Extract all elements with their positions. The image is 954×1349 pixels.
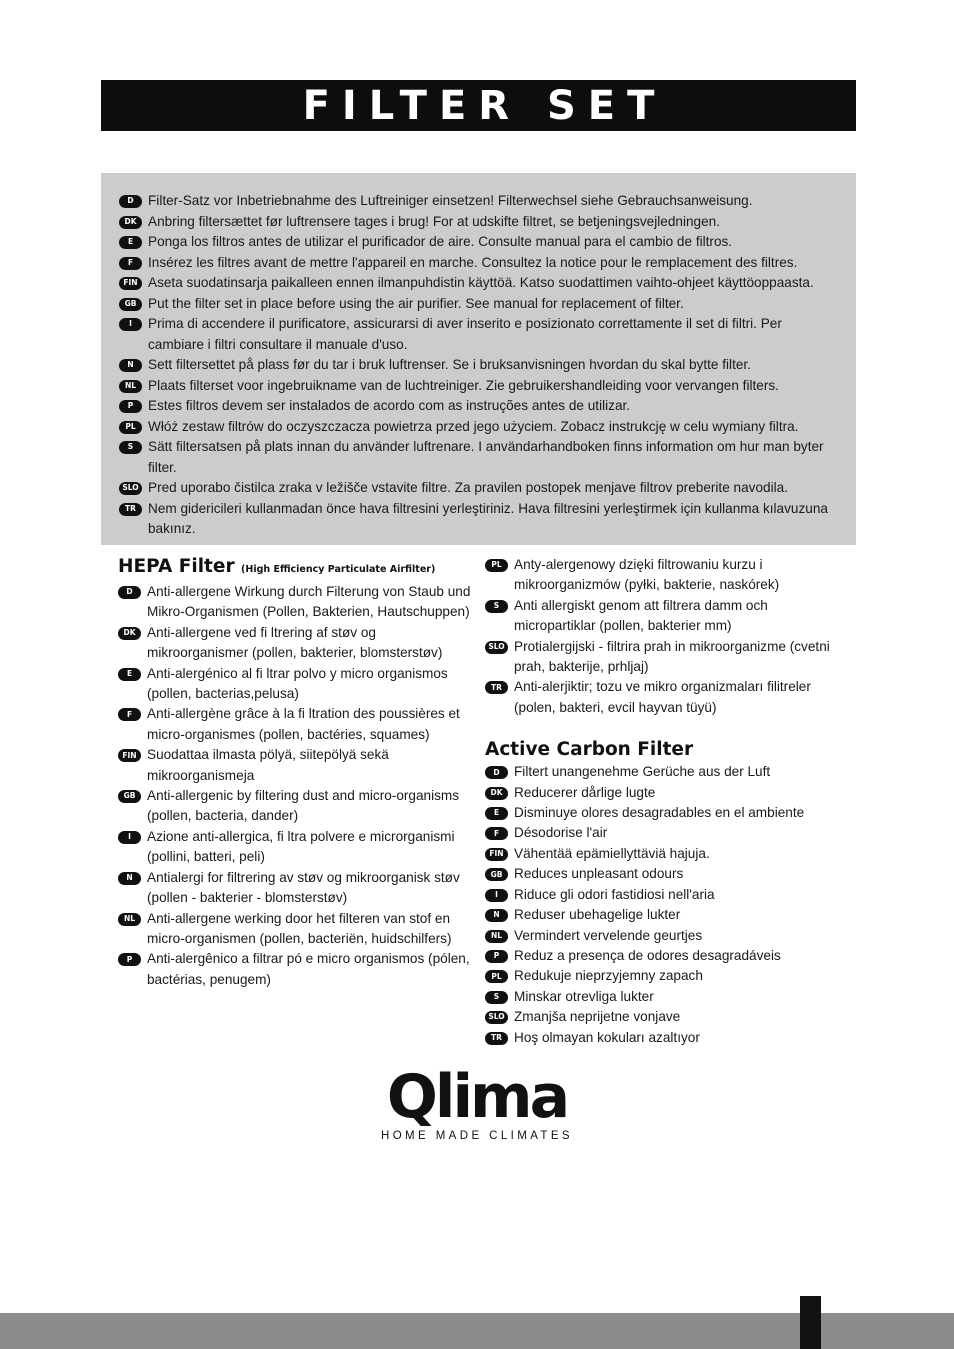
item-text: Redukuje nieprzyjemny zapach: [514, 968, 703, 984]
language-badge-icon: F: [119, 257, 142, 270]
language-badge-icon: SLO: [485, 1011, 508, 1024]
list-item: [118, 745, 478, 786]
language-badge-icon: P: [119, 400, 142, 413]
item-text: Anti allergiskt genom att filtrera damm och micropartiklar (pollen, bakterier mm): [514, 597, 768, 634]
language-badge-icon: D: [118, 586, 141, 599]
language-badge-icon: DK: [119, 216, 142, 229]
language-badge-icon: PL: [485, 559, 508, 572]
list-item: [118, 582, 478, 623]
item-text: Reduz a presença de odores desagradáveis: [514, 947, 781, 963]
item-text: Anti-allergène grâce à la fi ltration des poussières et micro-organismes (pollen, bactéries, squames): [147, 706, 460, 742]
item-text: Disminuye olores desagradables en el ambiente: [514, 805, 805, 821]
logo-tagline: HOME MADE CLIMATES: [381, 1130, 573, 1142]
item-text: Zmanjša neprijetne vonjave: [514, 1009, 681, 1025]
item-text: Put the filter set in place before using the air purifier. See manual for replacement of filter.: [148, 295, 684, 311]
qlima-logo: [375, 1062, 579, 1142]
language-badge-icon: N: [119, 359, 142, 372]
language-badge-icon: D: [485, 766, 508, 779]
language-badge-icon: I: [485, 889, 508, 902]
list-item: [485, 555, 840, 596]
language-badge-icon: FIN: [119, 277, 142, 290]
language-badge-icon: I: [119, 318, 142, 331]
language-badge-icon: PL: [485, 970, 508, 983]
list-item: [119, 355, 838, 376]
list-item: [119, 499, 838, 540]
language-badge-icon: PL: [119, 421, 142, 434]
item-text: Anti-alergénico al fi ltrar polvo y micro organismos (pollen, bacterias,pelusa): [147, 665, 448, 702]
list-item: [485, 1028, 840, 1048]
list-item: [485, 987, 840, 1007]
list-item: [119, 253, 838, 274]
item-text: Sett filtersettet på plass før du tar i bruk luftrenser. Se i bruksanvisningen hvordan du skal bytte filter.: [148, 357, 751, 372]
item-text: Suodattaa ilmasta pölyä, siitepölyä sekä mikroorganismeja: [147, 747, 389, 783]
list-item: [119, 294, 838, 315]
language-badge-icon: TR: [485, 681, 508, 694]
list-item: [485, 905, 840, 925]
list-item: [118, 623, 478, 664]
language-badge-icon: GB: [118, 790, 141, 803]
item-text: Reduces unpleasant odours: [514, 866, 684, 882]
item-text: Filter-Satz vor Inbetriebnahme des Luftreiniger einsetzen! Filterwechsel siehe Gebrauchsanweisung.: [148, 193, 753, 208]
language-badge-icon: S: [119, 441, 142, 454]
item-text: Anti-allergenic by filtering dust and micro-organisms (pollen, bacteria, dander): [147, 788, 460, 824]
list-item: [119, 376, 838, 397]
item-text: Włóż zestaw filtrów do oczyszczacza powietrza przed jego użyciem. Zobacz instrukcję w celu wymiany filtra.: [148, 418, 799, 434]
list-item: [485, 596, 840, 637]
language-badge-icon: FIN: [118, 749, 141, 762]
list-item: [118, 868, 478, 909]
list-item: [485, 885, 840, 905]
footer-tab: [800, 1296, 821, 1349]
language-badge-icon: NL: [118, 913, 141, 926]
language-badge-icon: S: [485, 600, 508, 613]
language-badge-icon: P: [485, 950, 508, 963]
logo-wordmark: Qlima: [386, 1062, 568, 1132]
language-badge-icon: DK: [485, 787, 508, 800]
list-item: [118, 704, 478, 745]
hepa-title: HEPA Filter: [118, 556, 235, 577]
item-text: Sätt filtersatsen på plats innan du använder luftrenare. I användarhandboken finns information om hur man byter filter.: [148, 439, 824, 475]
item-text: Vähentää epämiellyttäviä hajuja.: [514, 845, 710, 861]
item-text: Nem gidericileri kullanmadan önce hava filtresini yerleştiriniz. Hava filtresini yerleştirmek için kullanma kılavuzuna bakınız.: [148, 500, 828, 536]
list-item: [119, 273, 838, 294]
language-badge-icon: TR: [119, 503, 142, 516]
item-text: Anti-allergene werking door het filteren van stof en micro-organismen (pollen, bacteriën, huidschilfers): [147, 910, 452, 946]
item-text: Protialergijski - filtrira prah in mikroorganizme (cvetni prah, bakterije, prhljaj): [514, 638, 830, 675]
list-item: [485, 783, 840, 803]
item-text: Riduce gli odori fastidiosi nell'aria: [514, 886, 715, 902]
item-text: Azione anti-allergica, fi ltra polvere e microrganismi (pollini, batteri, peli): [147, 828, 455, 865]
list-item: [119, 437, 838, 478]
item-text: Reduser ubehagelige lukter: [514, 907, 681, 923]
list-item: [118, 909, 478, 950]
item-text: Anbring filtersættet før luftrensere tages i brug! For at udskifte filtret, se betjeningsvejledningen.: [148, 213, 720, 229]
page-title: FILTER SET: [302, 82, 667, 129]
item-text: Prima di accendere il purificatore, assicurarsi di aver inserito e posizionato correttamente il set di filtri. Per cambiare i filtri consultare il manuale d'uso.: [148, 316, 782, 352]
list-item: [118, 664, 478, 705]
list-item: [118, 827, 478, 868]
carbon-heading: Active Carbon Filter: [485, 739, 694, 761]
item-text: Antialergi for filtrering av støv og mikroorganisk støv (pollen - bakterier - blomsterstøv): [147, 869, 460, 906]
language-badge-icon: F: [485, 827, 508, 840]
language-badge-icon: I: [118, 831, 141, 844]
list-item: [485, 762, 840, 782]
item-text: Filtert unangenehme Gerüche aus der Luft: [514, 764, 771, 780]
item-text: Vermindert vervelende geurtjes: [514, 927, 703, 943]
list-item: [485, 946, 840, 966]
language-badge-icon: N: [485, 909, 508, 922]
list-item: [485, 844, 840, 864]
language-badge-icon: E: [118, 668, 141, 681]
item-text: Reducerer dårlige lugte: [514, 784, 656, 800]
list-item: [119, 396, 838, 417]
language-badge-icon: SLO: [485, 641, 508, 654]
list-item: [119, 212, 838, 233]
hepa-heading: [118, 555, 478, 582]
item-text: Ponga los filtros antes de utilizar el purificador de aire. Consulte manual para el cambio de filtros.: [148, 234, 733, 249]
language-badge-icon: TR: [485, 1032, 508, 1045]
list-item: [119, 417, 838, 438]
language-badge-icon: GB: [119, 298, 142, 311]
hepa-list: [118, 582, 478, 990]
list-item: [485, 1007, 840, 1027]
list-item: [119, 478, 838, 499]
item-text: Désodorise l'air: [514, 825, 608, 841]
hepa-list-continued: [485, 555, 840, 718]
language-badge-icon: NL: [119, 380, 142, 393]
carbon-list: [485, 762, 840, 1048]
item-text: Plaats filterset voor ingebruikname van de luchtreiniger. Zie gebruikershandleiding voor vervangen filters.: [148, 377, 779, 393]
language-badge-icon: SLO: [119, 482, 142, 495]
language-badge-icon: P: [118, 953, 141, 966]
language-badge-icon: D: [119, 195, 142, 208]
language-badge-icon: GB: [485, 868, 508, 881]
item-text: Estes filtros devem ser instalados de acordo com as instruções antes de utilizar.: [148, 398, 631, 413]
item-text: Anty-alergenowy dzięki filtrowaniu kurzu i mikroorganizmów (pyłki, bakterie, naskórek): [514, 557, 780, 593]
item-text: Minskar otrevliga lukter: [514, 988, 654, 1004]
list-item: [485, 823, 840, 843]
language-badge-icon: E: [119, 236, 142, 249]
right-column: [485, 555, 840, 1048]
item-text: Anti-allergene Wirkung durch Filterung von Staub und Mikro-Organismen (Pollen, Bakterien, Hautschuppen): [147, 584, 471, 620]
notice-box: [101, 173, 856, 545]
list-item: [119, 314, 838, 355]
item-text: Anti-alergênico a filtrar pó e micro organismos (pólen, bactérias, penugem): [147, 951, 470, 987]
item-text: Anti-allergene ved fi ltrering af støv og mikroorganismer (pollen, bakterier, blomsterstøv): [147, 624, 443, 661]
list-item: [119, 232, 838, 253]
list-item: [485, 803, 840, 823]
list-item: [485, 637, 840, 678]
hepa-section: [118, 555, 478, 990]
item-text: Insérez les filtres avant de mettre l'appareil en marche. Consultez la notice pour le remplacement des filtres.: [148, 254, 798, 270]
list-item: [485, 864, 840, 884]
list-item: [118, 786, 478, 827]
language-badge-icon: NL: [485, 930, 508, 943]
list-item: [119, 191, 838, 212]
language-badge-icon: DK: [118, 627, 141, 640]
language-badge-icon: FIN: [485, 848, 508, 861]
title-bar: [101, 80, 856, 131]
language-badge-icon: S: [485, 991, 508, 1004]
list-item: [485, 926, 840, 946]
item-text: Pred uporabo čistilca zraka v ležišče vstavite filtre. Za pravilen postopek menjave filtrov preberite navodila.: [148, 480, 788, 495]
list-item: [118, 949, 478, 990]
item-text: Aseta suodatinsarja paikalleen ennen ilmanpuhdistin käyttöä. Katso suodattimen vaihto-ohjeet käyttöoppaasta.: [148, 275, 814, 290]
item-text: Hoş olmayan kokuları azaltıyor: [514, 1029, 700, 1045]
item-text: Anti-alerjiktir; tozu ve mikro organizmaları filitreler (polen, bakteri, evcil hayvan tüyü): [514, 679, 811, 715]
language-badge-icon: E: [485, 807, 508, 820]
language-badge-icon: F: [118, 708, 141, 721]
list-item: [485, 966, 840, 986]
list-item: [485, 677, 840, 718]
language-badge-icon: N: [118, 872, 141, 885]
hepa-subtitle: (High Efficiency Particulate Airfilter): [241, 564, 436, 575]
